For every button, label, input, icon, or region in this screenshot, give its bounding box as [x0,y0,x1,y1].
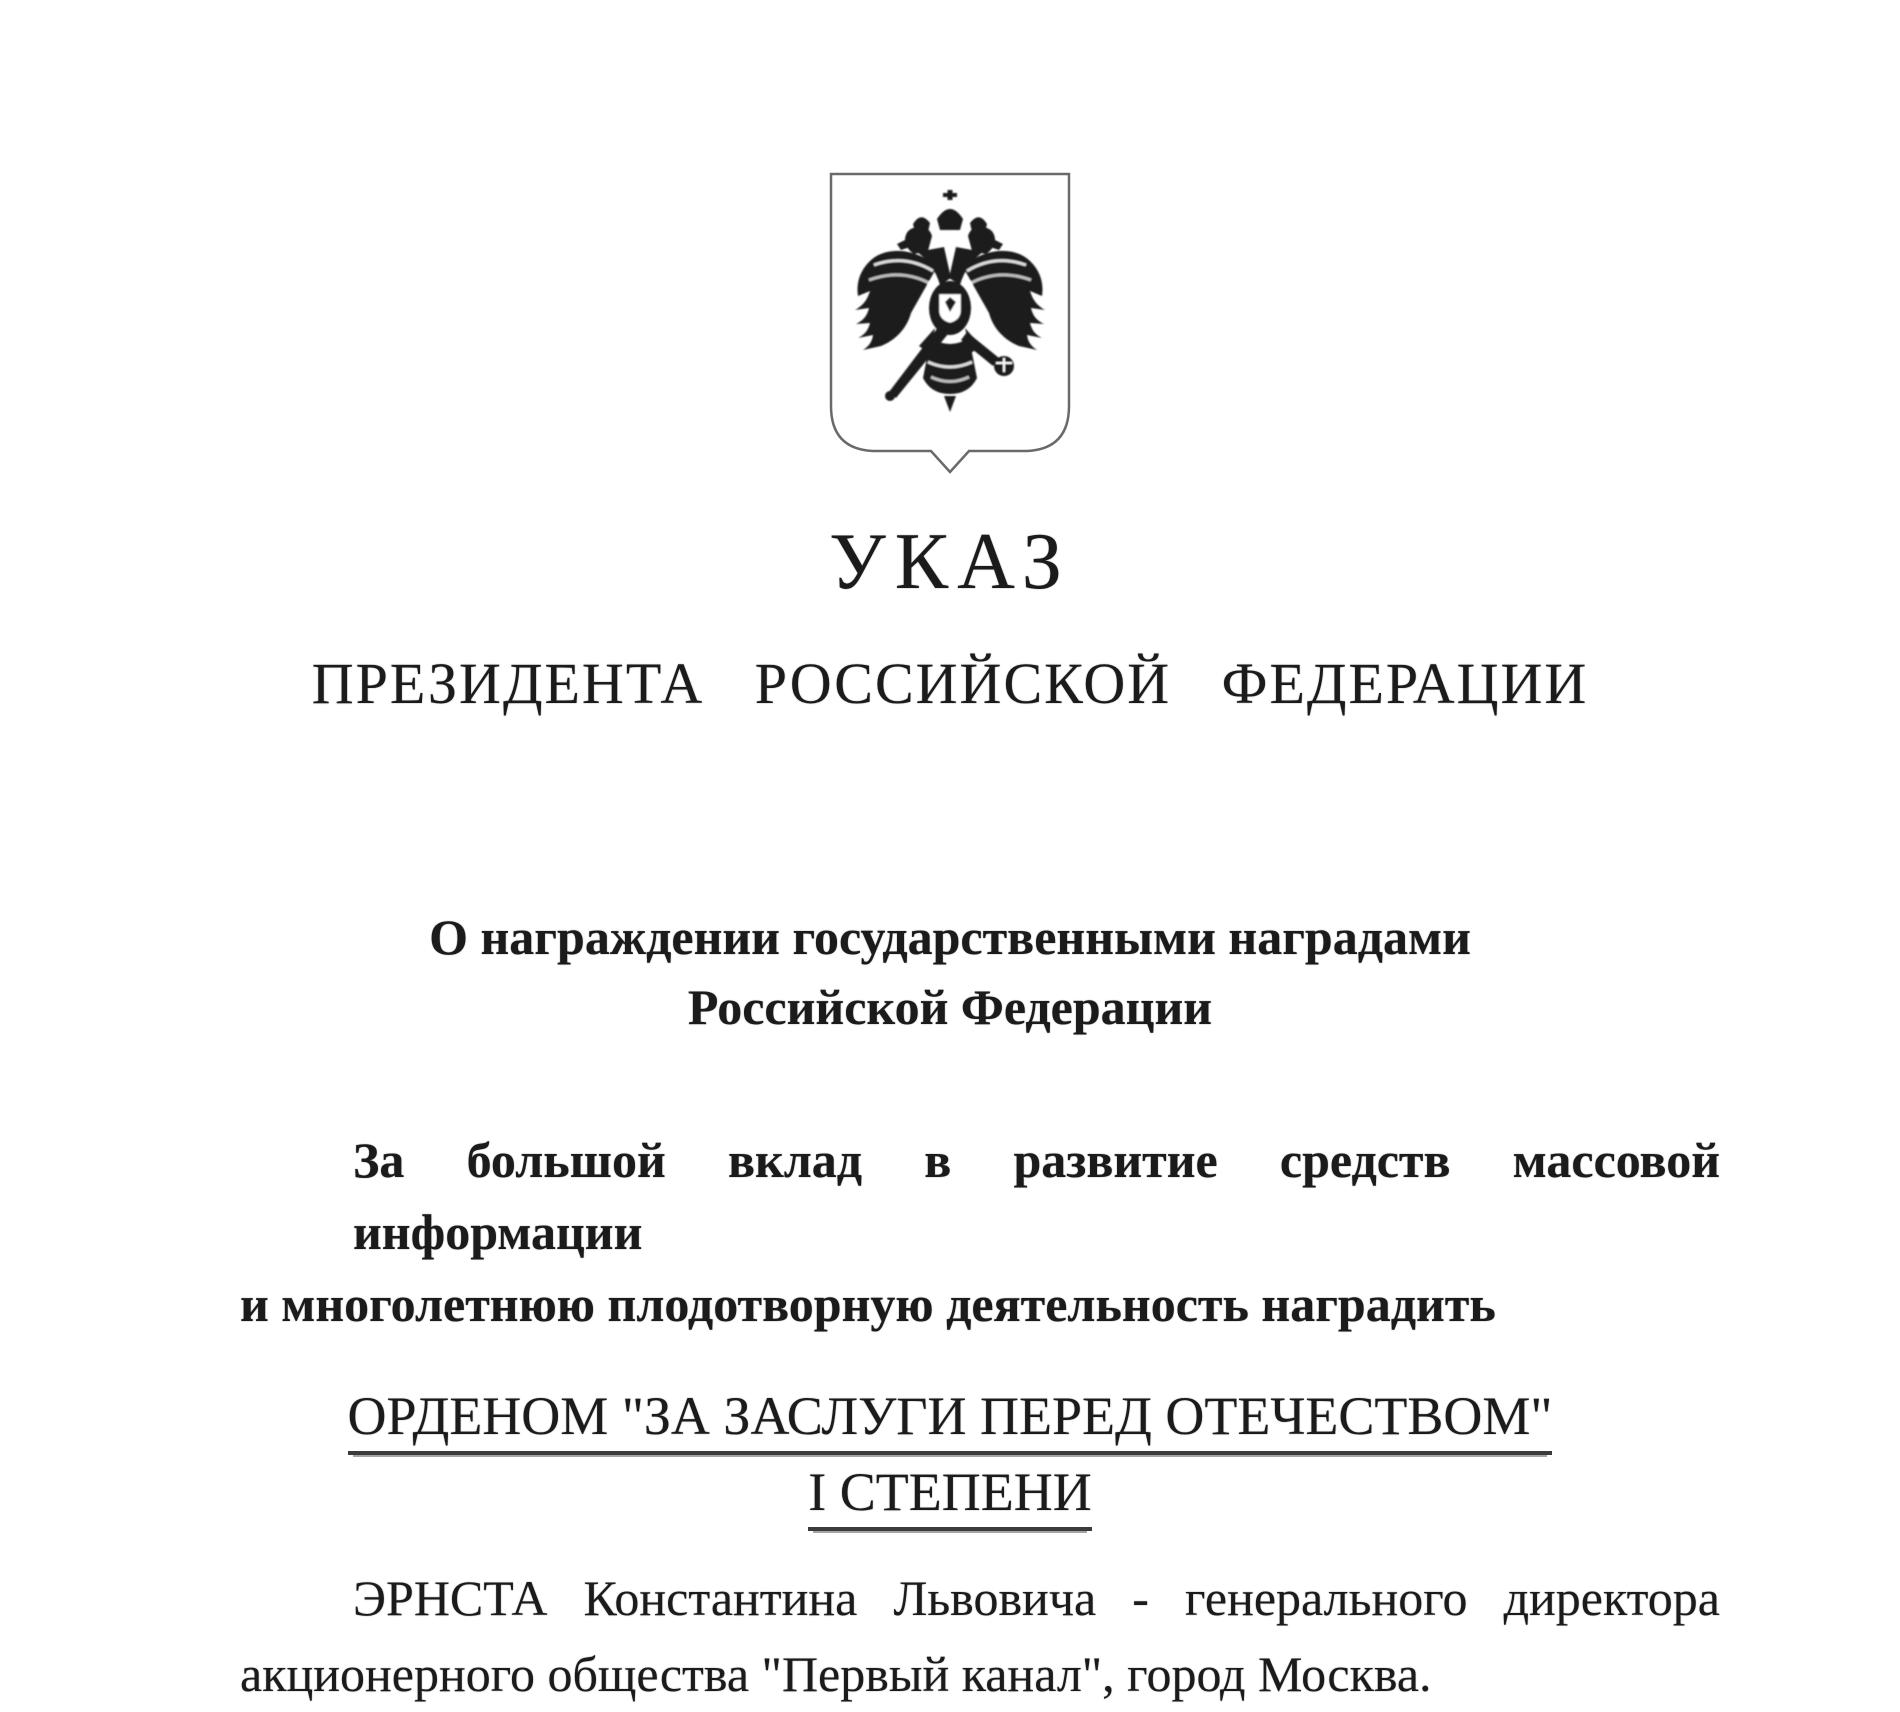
decree-motivation-paragraph [240,1124,1720,1340]
award-line-2-wrap [0,1454,1900,1530]
subject-line-2: Российской Федерации [687,978,1213,1035]
motivation-line-2: и многолетнюю плодотворную деятельность наградить [240,1275,1496,1332]
decree-title: УКАЗ [829,518,1071,606]
recipient-line-1: ЭРНСТА Константина Львовича - генерального директора [353,1569,1720,1626]
decree-issuer-line: ПРЕЗИДЕНТА РОССИЙСКОЙ ФЕДЕРАЦИИ [311,651,1589,716]
russian-coat-of-arms-icon [827,170,1073,476]
recipient-line-2: акционерного общества "Первый канал", город Москва. [240,1645,1432,1702]
award-line-2: I СТЕПЕНИ [808,1462,1091,1531]
decree-recipient-paragraph [240,1560,1720,1712]
decree-award-designation [0,1378,1900,1530]
decree-subject [0,902,1900,1042]
award-line-1: ОРДЕНОМ "ЗА ЗАСЛУГИ ПЕРЕД ОТЕЧЕСТВОМ" [348,1386,1553,1455]
award-line-1-wrap [0,1378,1900,1454]
subject-line-1: О награждении государственными наградами [429,908,1471,965]
emblem-container [0,0,1900,476]
motivation-line-1: За большой вклад в развитие средств массовой информации [353,1131,1720,1260]
